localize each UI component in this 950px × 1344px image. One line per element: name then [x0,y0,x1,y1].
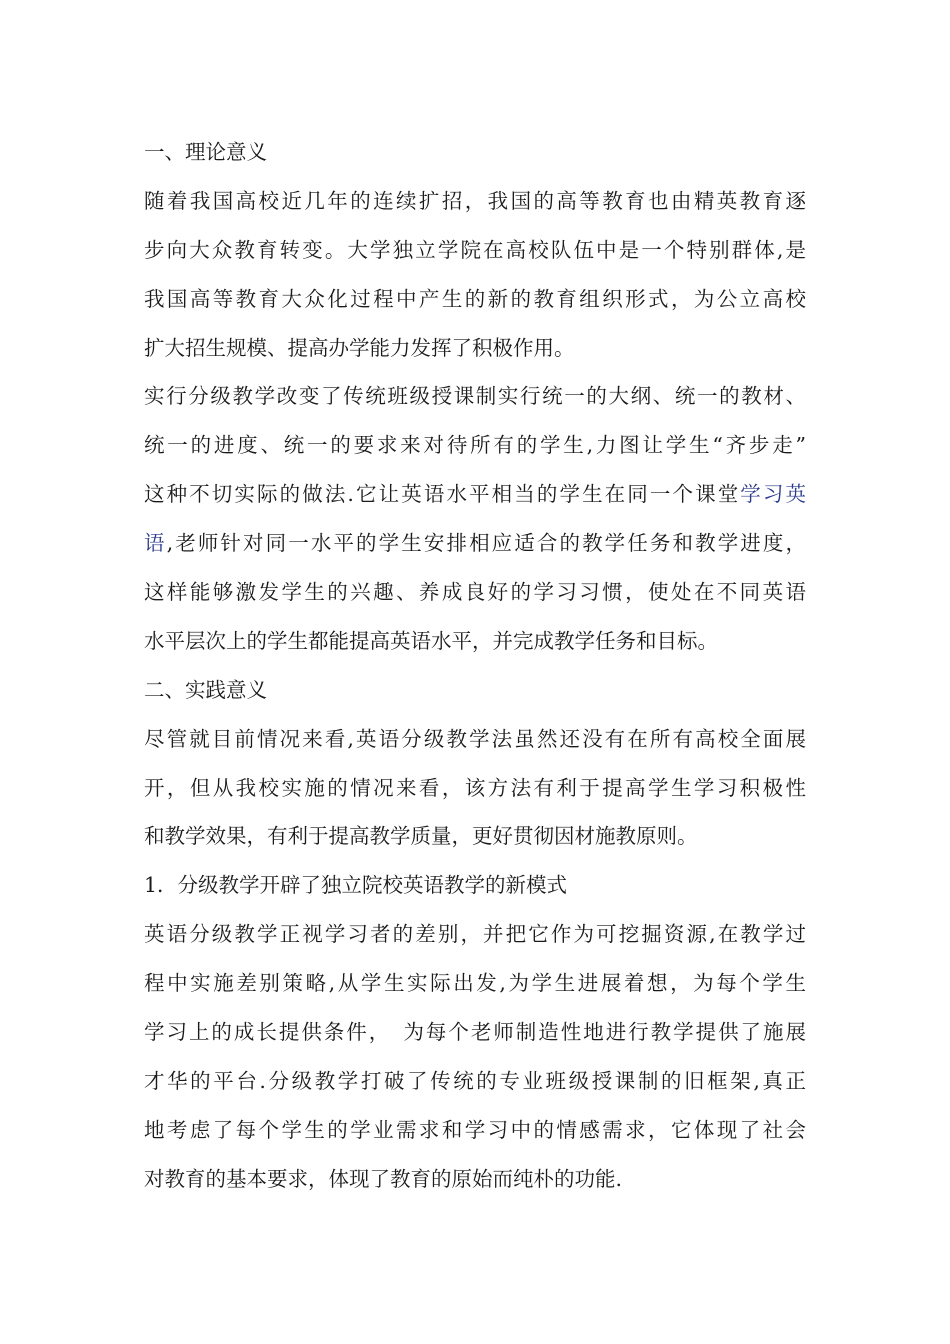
paragraph-line-with-link [144,519,806,568]
paragraph-line: 步向大众教育转变。大学独立学院在高校队伍中是一个特别群体,是 [144,237,806,262]
paragraph-line: 随着我国高校近几年的连续扩招，我国的高等教育也由精英教育逐 [144,188,806,213]
paragraph-line: 学习上的成长提供条件， 为每个老师制造性地进行教学提供了施展 [144,1020,806,1045]
learn-english-link[interactable]: 学习英 [740,482,807,507]
heading-theoretical-significance: 一、理论意义 [144,140,267,164]
paragraph-text: 这种不切实际的做法.它让英语水平相当的学生在同一个课堂 [144,482,741,507]
paragraph-line: 实行分级教学改变了传统班级授课制实行统一的大纲、统一的教材、 [144,384,806,409]
heading-practical-significance: 二、实践意义 [144,677,267,702]
subheading-new-mode: 1．分级教学开辟了独立院校英语教学的新模式 [144,873,568,898]
paragraph-line: 开，但从我校实施的情况来看，该方法有利于提高学生学习积极性 [144,775,806,800]
paragraph-line: 才华的平台.分级教学打破了传统的专业班级授课制的旧框架,真正 [144,1068,806,1093]
paragraph-line: 程中实施差别策略,从学生实际出发,为学生进展着想，为每个学生 [144,971,806,996]
learn-english-link-continued[interactable]: 语 [144,531,167,556]
document-body [144,128,806,1204]
paragraph-text: ,老师针对同一水平的学生安排相应适合的教学任务和教学进度， [166,531,807,556]
paragraph-line: 尽管就目前情况来看,英语分级教学法虽然还没有在所有高校全面展 [144,726,806,751]
paragraph-line: 我国高等教育大众化过程中产生的新的教育组织形式，为公立高校 [144,286,806,311]
paragraph-line: 水平层次上的学生都能提高英语水平，并完成教学任务和目标。 [144,628,718,653]
paragraph-line: 地考虑了每个学生的学业需求和学习中的情感需求，它体现了社会 [144,1117,806,1142]
paragraph-line: 这样能够激发学生的兴趣、养成良好的学习习惯，使处在不同英语 [144,580,806,605]
paragraph-line-with-link [144,470,806,519]
paragraph-line: 统一的进度、统一的要求来对待所有的学生,力图让学生“齐步走” [144,433,806,458]
paragraph-line: 扩大招生规模、提高办学能力发挥了积极作用。 [144,335,575,360]
paragraph-line: 对教育的基本要求，体现了教育的原始而纯朴的功能. [144,1166,623,1191]
paragraph-line: 和教学效果，有利于提高教学质量，更好贯彻因材施教原则。 [144,824,698,849]
paragraph-line: 英语分级教学正视学习者的差别，并把它作为可挖掘资源,在教学过 [144,922,806,947]
